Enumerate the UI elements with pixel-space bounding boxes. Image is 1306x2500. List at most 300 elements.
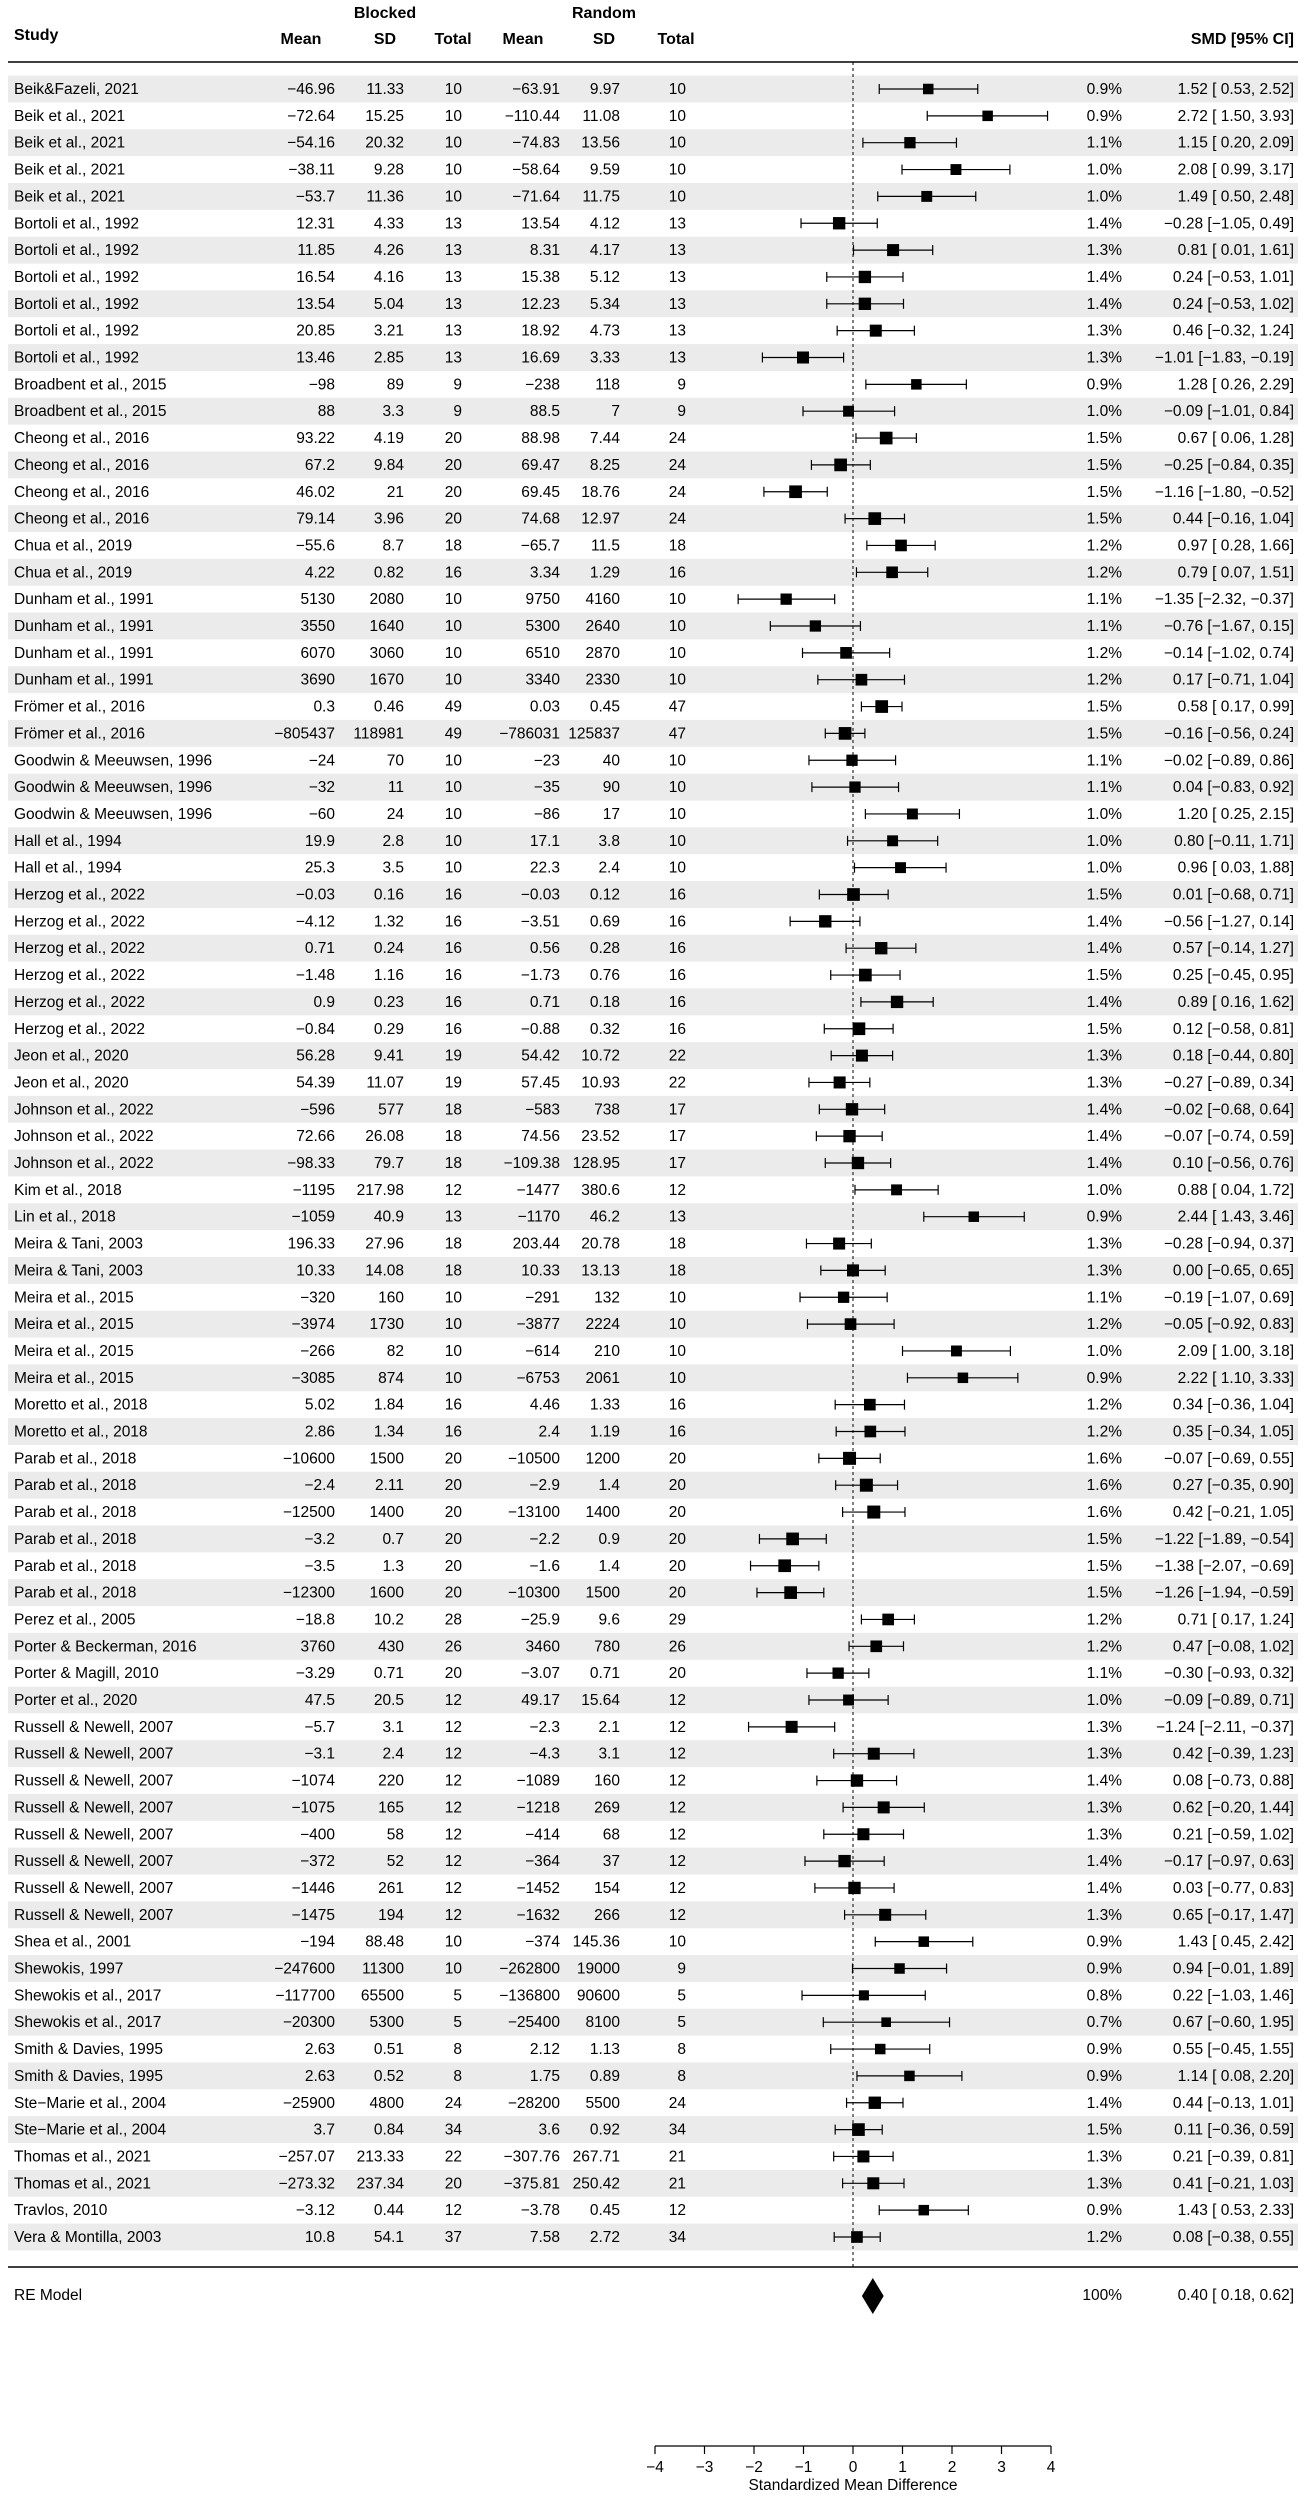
cell-blocked-sd: 213.33 [356,2148,404,2166]
cell-blocked-sd: 261 [378,1879,404,1897]
cell-blocked-total: 10 [444,134,462,152]
cell-study: Johnson et al., 2022 [14,1101,154,1119]
cell-blocked-sd: 1.32 [373,913,404,931]
x-tick-label: −1 [794,2459,813,2476]
cell-weight: 1.1% [1086,618,1122,635]
table-row [14,269,1294,286]
cell-blocked-sd: 24 [386,805,404,823]
cell-blocked-mean: −1475 [291,1906,335,1924]
cell-smd-ci: 1.52 [ 0.53, 2.52] [1177,81,1294,98]
cell-smd-ci: −0.76 [−1.67, 0.15] [1163,618,1294,635]
cell-random-sd: 1.4 [598,1477,620,1495]
table-row [14,806,1294,823]
point-estimate [859,271,871,283]
cell-random-mean: −364 [525,1853,560,1871]
cell-blocked-total: 10 [444,107,462,125]
cell-study: Vera & Montilla, 2003 [14,2229,162,2246]
cell-random-total: 9 [677,376,686,394]
cell-random-sd: 9.6 [598,1611,620,1629]
cell-weight: 1.3% [1086,242,1122,260]
point-estimate [875,700,888,713]
point-estimate [907,808,918,819]
cell-weight: 1.5% [1086,1557,1122,1575]
point-estimate [857,2150,869,2162]
cell-random-total: 12 [668,1745,686,1763]
table-row [14,1074,1294,1091]
point-estimate [843,406,854,417]
table-row [14,1558,1294,1575]
cell-random-sd: 3.8 [598,832,620,850]
point-estimate [911,379,922,390]
cell-random-total: 24 [668,483,686,501]
cell-random-mean: 0.03 [529,698,560,716]
x-tick-label: −2 [745,2459,763,2476]
cell-blocked-mean: 10.33 [296,1262,335,1280]
cell-weight: 1.4% [1086,1155,1122,1172]
cell-random-mean: 15.38 [521,268,560,286]
cell-smd-ci: 0.12 [−0.58, 0.81] [1172,1020,1294,1038]
cell-blocked-sd: 0.7 [382,1530,404,1548]
cell-study: Russell & Newell, 2007 [14,1906,174,1924]
cell-random-mean: −3.78 [520,2202,560,2220]
header-blocked-sd: SD [373,31,397,48]
table-row [14,215,1294,232]
cell-weight: 0.9% [1086,1960,1122,1978]
header-smd-ci: SMD [95% CI] [1190,31,1294,48]
cell-study: Shewokis, 1997 [14,1960,124,1978]
cell-random-mean: 5300 [525,618,560,635]
cell-blocked-total: 24 [444,2094,462,2112]
cell-blocked-total: 10 [444,1342,462,1360]
cell-weight: 0.9% [1086,2067,1122,2085]
cell-blocked-mean: 4.22 [304,564,335,582]
cell-smd-ci: −0.25 [−0.84, 0.35] [1163,456,1294,474]
cell-blocked-total: 18 [444,537,462,555]
point-estimate [923,84,934,95]
cell-smd-ci: 1.43 [ 0.45, 2.42] [1177,1933,1294,1951]
cell-weight: 0.9% [1086,1933,1122,1951]
cell-blocked-total: 12 [444,2202,462,2220]
cell-blocked-mean: 5130 [300,591,335,609]
cell-random-sd: 2870 [585,644,620,662]
cell-random-total: 5 [677,2014,686,2032]
cell-blocked-mean: −60 [308,805,335,823]
table-row [14,1236,1294,1253]
cell-random-mean: 0.56 [529,940,560,958]
point-estimate [838,1855,850,1867]
point-estimate [786,1721,798,1733]
point-estimate [843,1695,854,1706]
cell-blocked-mean: −400 [300,1826,335,1844]
table-row [14,1182,1294,1199]
cell-random-total: 10 [668,859,686,877]
cell-study: Chua et al., 2019 [14,537,133,555]
cell-blocked-total: 18 [444,1262,462,1280]
point-estimate [870,325,882,337]
cell-study: Meira et al., 2015 [14,1342,134,1360]
header-blocked: Blocked [353,5,417,22]
cell-random-mean: −58.64 [512,161,560,179]
cell-blocked-mean: 54.39 [296,1074,335,1092]
point-estimate [846,755,857,766]
cell-blocked-total: 12 [444,1906,462,1924]
cell-random-mean: −374 [525,1933,560,1951]
cell-blocked-sd: 1.84 [373,1396,404,1414]
point-estimate [852,1157,864,1169]
header-blocked-mean: Mean [280,31,322,48]
point-estimate [859,1990,869,2000]
cell-random-sd: 210 [594,1342,620,1360]
cell-blocked-total: 16 [444,886,462,904]
cell-random-total: 10 [668,1342,686,1360]
cell-smd-ci: 0.65 [−0.17, 1.47] [1172,1906,1294,1924]
cell-smd-ci: −1.35 [−2.32, −0.37] [1154,591,1294,609]
cell-random-mean: −110.44 [504,107,560,125]
table-row [14,1611,1294,1628]
cell-weight: 1.0% [1086,403,1122,421]
cell-random-total: 13 [668,242,686,260]
cell-blocked-mean: −20300 [282,2014,335,2032]
cell-weight: 1.0% [1086,832,1122,850]
cell-study: Cheong et al., 2016 [14,510,150,528]
cell-blocked-mean: −25900 [282,2094,335,2112]
cell-weight: 1.3% [1086,1718,1122,1736]
cell-weight: 1.3% [1086,1826,1122,1844]
cell-blocked-mean: 67.2 [304,456,335,474]
cell-random-sd: 2330 [585,671,620,689]
cell-blocked-mean: −54.16 [287,134,335,152]
cell-random-total: 24 [668,2094,686,2112]
cell-random-mean: −262800 [499,1960,560,1978]
cell-study: Herzog et al., 2022 [14,886,145,904]
cell-smd-ci: 0.27 [−0.35, 0.90] [1172,1477,1294,1495]
cell-random-total: 20 [668,1477,686,1495]
cell-random-total: 9 [677,403,686,421]
cell-blocked-sd: 165 [378,1799,404,1817]
cell-blocked-mean: −5.7 [304,1718,335,1736]
cell-smd-ci: 0.79 [ 0.07, 1.51] [1177,564,1294,582]
cell-blocked-sd: 8.7 [382,537,404,555]
cell-random-total: 10 [668,644,686,662]
cell-smd-ci: −0.30 [−0.93, 0.32] [1163,1665,1294,1683]
cell-random-sd: 9.59 [589,161,620,179]
cell-study: Russell & Newell, 2007 [14,1853,174,1871]
cell-blocked-sd: 52 [386,1853,404,1871]
cell-blocked-sd: 0.82 [373,564,404,582]
cell-blocked-mean: −596 [300,1101,335,1119]
cell-weight: 1.1% [1086,591,1122,609]
cell-random-mean: −2.9 [529,1477,560,1495]
cell-random-total: 22 [668,1074,686,1092]
cell-random-sd: 13.13 [581,1262,620,1280]
table-header [14,5,1294,48]
cell-random-total: 13 [668,215,686,233]
cell-study: Broadbent et al., 2015 [14,403,167,421]
cell-weight: 1.1% [1086,1289,1122,1307]
cell-blocked-total: 20 [444,510,462,528]
cell-random-sd: 15.64 [581,1692,620,1709]
cell-blocked-sd: 4800 [369,2094,404,2112]
cell-weight: 1.0% [1086,1342,1122,1360]
table-row [14,1987,1294,2004]
cell-weight: 1.1% [1086,779,1122,797]
cell-study: Parab et al., 2018 [14,1450,137,1468]
cell-random-total: 22 [668,1047,686,1065]
table-row [14,1504,1294,1521]
cell-random-total: 20 [668,1450,686,1468]
cell-blocked-total: 13 [444,1208,462,1226]
cell-random-sd: 11.75 [582,188,620,206]
cell-random-total: 12 [668,1799,686,1817]
cell-weight: 1.2% [1086,537,1122,555]
cell-random-mean: 9750 [525,591,560,609]
cell-smd-ci: 0.67 [−0.60, 1.95] [1172,2014,1294,2032]
cell-random-total: 9 [677,1960,686,1978]
cell-smd-ci: 0.80 [−0.11, 1.71] [1174,832,1294,850]
cell-blocked-mean: −1.48 [295,967,335,985]
cell-blocked-mean: −257.07 [278,2148,335,2166]
cell-study: Russell & Newell, 2007 [14,1826,174,1844]
cell-weight: 1.6% [1086,1477,1122,1495]
cell-smd-ci: 0.11 [−0.36, 0.59] [1174,2121,1294,2139]
cell-blocked-mean: −320 [300,1289,335,1307]
cell-random-mean: −10500 [507,1450,560,1468]
cell-smd-ci: 2.22 [ 1.10, 3.33] [1177,1369,1294,1387]
cell-blocked-total: 34 [444,2121,462,2139]
cell-study: Dunham et al., 1991 [14,618,154,635]
cell-weight: 0.9% [1086,81,1122,98]
cell-blocked-mean: −1446 [291,1879,335,1897]
cell-random-sd: 1.4 [598,1557,620,1575]
cell-random-mean: −1452 [516,1879,560,1897]
cell-study: Bortoli et al., 1992 [14,349,139,367]
cell-weight: 1.0% [1086,1181,1122,1199]
cell-blocked-sd: 0.84 [373,2121,404,2139]
cell-weight: 1.4% [1086,1772,1122,1790]
cell-random-mean: 2.4 [538,1423,560,1441]
cell-weight: 1.4% [1086,993,1122,1011]
cell-random-total: 13 [668,322,686,340]
cell-study: Beik et al., 2021 [14,107,126,125]
cell-random-sd: 738 [594,1101,620,1119]
cell-blocked-total: 12 [444,1181,462,1199]
cell-random-sd: 17 [602,805,620,823]
cell-study: Bortoli et al., 1992 [14,295,139,313]
cell-random-mean: −583 [525,1101,560,1119]
cell-random-total: 17 [668,1128,686,1146]
cell-random-total: 16 [668,1396,686,1414]
cell-blocked-mean: −4.12 [295,913,335,931]
cell-random-sd: 5.12 [589,268,620,286]
cell-weight: 0.9% [1086,376,1122,394]
cell-blocked-total: 18 [444,1101,462,1119]
cell-weight: 0.9% [1086,2202,1122,2220]
cell-random-mean: 3.34 [529,564,560,582]
cell-blocked-total: 37 [444,2229,462,2246]
cell-study: Bortoli et al., 1992 [14,322,139,340]
cell-blocked-sd: 89 [386,376,404,394]
summary-label: RE Model [14,2287,83,2304]
cell-random-total: 12 [668,2202,686,2220]
point-estimate [789,485,802,498]
cell-random-mean: −0.03 [520,886,560,904]
cell-blocked-mean: −2.4 [304,1477,335,1495]
table-row [14,537,1294,554]
cell-random-total: 13 [668,268,686,286]
cell-blocked-sd: 82 [386,1342,404,1360]
cell-random-sd: 2.1 [598,1718,620,1736]
cell-blocked-mean: 0.71 [304,940,335,958]
cell-random-mean: −74.83 [512,134,560,152]
cell-weight: 0.9% [1086,107,1122,125]
cell-study: Johnson et al., 2022 [14,1128,154,1146]
cell-random-sd: 5.34 [589,295,620,313]
cell-blocked-mean: −98 [308,376,335,394]
cell-blocked-mean: 19.9 [304,832,335,850]
cell-smd-ci: 0.46 [−0.32, 1.24] [1172,322,1294,340]
cell-random-mean: −136800 [499,1987,560,2005]
cell-random-total: 10 [668,188,686,206]
cell-random-sd: 4.12 [589,215,620,233]
cell-blocked-mean: −117700 [275,1987,335,2005]
cell-blocked-total: 8 [453,2067,462,2085]
cell-blocked-mean: −805437 [274,725,335,743]
cell-study: Bortoli et al., 1992 [14,215,139,233]
cell-random-sd: 0.18 [589,993,620,1011]
cell-weight: 1.4% [1086,913,1122,931]
cell-study: Parab et al., 2018 [14,1504,137,1522]
cell-weight: 1.0% [1086,1692,1122,1709]
point-estimate [881,2017,891,2027]
table-row [14,752,1294,769]
cell-random-sd: 1.13 [589,2041,620,2059]
cell-random-mean: 49.17 [521,1692,560,1709]
cell-random-sd: 0.32 [589,1020,620,1038]
cell-blocked-total: 12 [444,1879,462,1897]
cell-random-sd: 0.9 [598,1530,620,1548]
cell-blocked-mean: 13.54 [296,295,335,313]
cell-smd-ci: 0.10 [−0.56, 0.76] [1172,1155,1294,1172]
cell-blocked-total: 10 [444,618,462,635]
cell-random-sd: 8100 [585,2014,620,2032]
cell-blocked-sd: 9.41 [373,1047,404,1065]
cell-blocked-total: 12 [444,1826,462,1844]
cell-weight: 1.2% [1086,2229,1122,2246]
cell-weight: 1.4% [1086,295,1122,313]
cell-blocked-mean: −10600 [282,1450,335,1468]
point-estimate [864,1426,876,1438]
cell-blocked-mean: −3.12 [295,2202,335,2220]
cell-random-sd: 5500 [585,2094,620,2112]
cell-blocked-total: 18 [444,1128,462,1146]
cell-weight: 1.2% [1086,564,1122,582]
cell-blocked-mean: 2.63 [304,2067,335,2085]
point-estimate [843,1452,856,1465]
cell-random-total: 13 [668,1208,686,1226]
cell-blocked-sd: 0.44 [373,2202,404,2220]
point-estimate [847,888,860,901]
cell-random-total: 29 [668,1611,686,1629]
cell-random-mean: −13100 [507,1504,560,1522]
cell-weight: 0.8% [1086,1987,1122,2005]
cell-blocked-total: 13 [444,322,462,340]
cell-random-mean: −1477 [516,1181,560,1199]
cell-blocked-sd: 20.5 [373,1692,404,1709]
cell-study: Cheong et al., 2016 [14,430,150,448]
cell-weight: 1.0% [1086,161,1122,179]
cell-study: Cheong et al., 2016 [14,456,150,474]
cell-smd-ci: 0.21 [−0.59, 1.02] [1172,1826,1294,1844]
cell-smd-ci: 0.21 [−0.39, 0.81] [1172,2148,1294,2166]
cell-blocked-sd: 9.84 [373,456,404,474]
point-estimate [810,620,821,631]
cell-random-sd: 145.36 [572,1933,620,1951]
cell-smd-ci: 0.34 [−0.36, 1.04] [1172,1396,1294,1414]
cell-blocked-mean: 79.14 [296,510,335,528]
cell-random-total: 8 [677,2067,686,2085]
cell-blocked-mean: 20.85 [296,322,335,340]
cell-smd-ci: 1.43 [ 0.53, 2.33] [1177,2202,1294,2220]
cell-random-sd: 0.71 [589,1665,620,1683]
cell-blocked-mean: −266 [300,1342,335,1360]
cell-smd-ci: 0.71 [ 0.17, 1.24] [1177,1611,1294,1629]
point-estimate [958,1373,969,1384]
table-row [14,1665,1294,1682]
x-tick-label: −4 [646,2459,664,2476]
cell-blocked-sd: 1600 [369,1584,404,1602]
table-row [14,1934,1294,1951]
cell-blocked-sd: 0.52 [373,2067,404,2085]
cell-random-sd: 20.78 [581,1235,620,1253]
table-row [14,913,1294,930]
point-estimate [847,1264,859,1276]
cell-random-mean: 88.5 [529,403,560,421]
header-blocked-total: Total [434,31,472,48]
cell-random-sd: 0.92 [589,2121,620,2139]
point-estimate [886,566,898,578]
point-estimate [860,1479,873,1492]
cell-blocked-total: 12 [444,1718,462,1736]
cell-random-sd: 0.69 [589,913,620,931]
cell-smd-ci: 0.00 [−0.65, 0.65] [1172,1262,1294,1280]
point-estimate [867,2177,879,2189]
cell-random-total: 12 [668,1879,686,1897]
cell-blocked-total: 10 [444,81,462,98]
cell-random-sd: 2640 [585,618,620,635]
cell-weight: 1.1% [1086,752,1122,770]
point-estimate [887,835,898,846]
cell-blocked-mean: 5.02 [304,1396,335,1414]
point-estimate [846,1103,858,1115]
cell-blocked-mean: −3.29 [295,1665,335,1683]
cell-blocked-sd: 0.16 [373,886,404,904]
cell-blocked-total: 20 [444,1450,462,1468]
cell-random-sd: 132 [594,1289,620,1307]
cell-study: Dunham et al., 1991 [14,591,154,609]
cell-random-mean: −2.3 [529,1718,560,1736]
cell-blocked-sd: 79.7 [373,1155,404,1172]
cell-blocked-sd: 0.51 [373,2041,404,2059]
point-estimate [868,1748,880,1760]
cell-blocked-sd: 3.96 [373,510,404,528]
cell-random-mean: −1632 [516,1906,560,1924]
cell-random-sd: 23.52 [581,1128,620,1146]
cell-random-total: 10 [668,671,686,689]
cell-study: Hall et al., 1994 [14,832,122,850]
cell-study: Parab et al., 2018 [14,1557,137,1575]
cell-smd-ci: 0.81 [ 0.01, 1.61] [1177,242,1294,260]
cell-smd-ci: 2.72 [ 1.50, 3.93] [1177,107,1294,125]
